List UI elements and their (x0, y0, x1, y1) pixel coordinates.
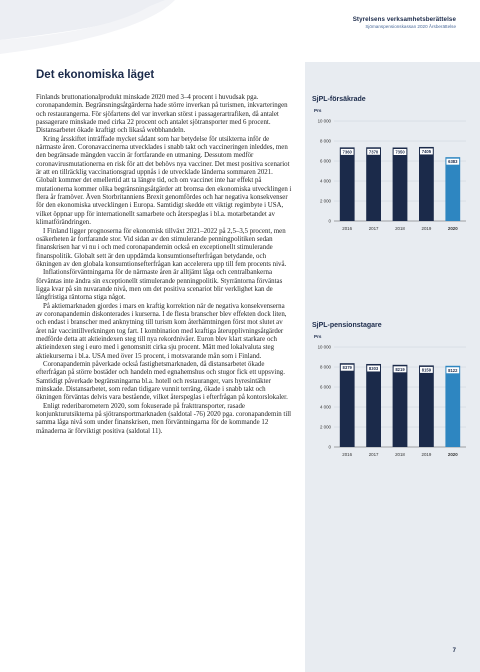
bar-chart-insured (312, 103, 472, 253)
x-tick-label: 2019 (421, 226, 432, 231)
body-paragraph: I Finland ligger prognoserna för ekonomisk tillväxt 2021–2022 på 2,5–3,5 procent, men osäkerheten är fortfarande stor. Vid sidan av den stimulerande penningpolitiken sedan finanskrisen har vi nu i och med coronapandemin också en exceptionellt stimulerande finanspolitik. Globalt sett är den uppdämda konsumtionsefterfrågan betydande, och ökningen av den globala konsumtionsefterfrågan kan accelerera upp till fem procents nivå. (36, 227, 287, 268)
data-label: 8122 (448, 367, 458, 373)
chart-insured (312, 96, 472, 253)
bar-2017 (366, 147, 381, 221)
y-tick-label: 4 000 (320, 178, 331, 184)
y-tick-label: 0 (328, 218, 331, 224)
header-band (0, 0, 480, 62)
body-paragraph: Finlands bruttonationalprodukt minskade 2020 med 3–4 procent i huvudsak pga. coronapandemin. Begränsningsåtgärderna hade större inverkan på turismen, inkvarteringen och restaurangerna. För sjöfartens del var inverkan störst i passagerartrafiken, då antalet passagerare minskade med cirka 22 procent och antalet sjötransporter med 6 procent. Distansarbetet ökade kraftigt och likaså webbhandeln. (36, 94, 288, 135)
data-label: 7370 (368, 149, 379, 155)
data-label: 7360 (342, 149, 352, 155)
bar-2020 (445, 157, 460, 221)
y-tick-label: 0 (328, 444, 331, 450)
chart-title: SjPL-försäkrade (312, 96, 366, 103)
running-header-subtitle: Sjömanspensionskassan 2020 Årsberättelse (365, 24, 456, 29)
body-paragraph: På aktiemarknaden gjordes i mars en kraftig korrektion när de negativa konsekvenserna av coronapandemin diskonterades i kurserna. I de flesta branscher blev effekten dock liten, och endast i branscher med anknytning till turism kom återhämtningen först mot slutet av året när vaccintillverkningen tog fart. I kombination med kraftiga återupplivningsåtgärder medförde detta att aktieindexen steg till nya rekordnivåer. Euron blev klart starkare och aktieindexen steg i euro med i genomsnitt cirka sju procent. Mätt med lokalvaluta steg aktiekurserna i bl.a. USA med över 15 procent, i motsvarande mån som i Finland. (36, 302, 287, 360)
bar-2018 (393, 365, 408, 447)
y-tick-label: 10 000 (317, 118, 331, 124)
y-tick-label: 8 000 (320, 138, 331, 144)
data-label: 8303 (368, 365, 379, 371)
bar-2019 (419, 147, 434, 221)
body-paragraph: Inflationsförväntningarna för de närmaste åren är alltjämt låga och centralbankerna förväntas inte ändra sin exceptionellt stimulerande penningpolitik. Styrräntorna förväntas ligga kvar på sin nuvarande nivå, men om det positiva scenariot blir verklighet kan de långfristiga räntorna stiga något. (36, 269, 283, 302)
y-tick-label: 4 000 (320, 404, 331, 410)
x-tick-label: 2017 (368, 226, 379, 231)
data-label: 7405 (421, 148, 432, 154)
y-tick-label: 2 000 (320, 424, 331, 430)
data-label: 8219 (395, 366, 405, 372)
x-tick-label: 2016 (342, 226, 353, 231)
y-tick-label: 6 000 (320, 158, 331, 164)
data-label: 8379 (342, 365, 352, 371)
body-paragraph: Enligt rederibarometern 2020, som fokuserade på frakttransporter, rasade konjunkturutsikterna på sjötransportmarknaden (saldotal -76) 2020 pga. coronapandemin till samma låga nivå som under finanskrisen, men förväntningarna för de kommande 12 månaderna är förviktigt positiva (saldotal 11). (36, 402, 292, 435)
body-paragraph: Kring årsskiftet inträffade mycket sådant som har betydelse för utsikterna inför de närmaste åren. Coronavaccinerna utvecklades i snabb takt och vaccineringen inleddes, men den begränsade mängden vaccin är fortfarande en utmaning. Dessutom medför coronavirusmutationerna en risk för att det behövs nya vacciner. Det mest positiva scenariot är att en tillräcklig vaccinationsgrad uppnås i de utvecklade länderna sommaren 2021. Globalt kommer det emellertid att ta längre tid, och om vaccinet inte har effekt på mutationerna kommer olika begränsningsåtgärder att bromsa den ekonomiska utvecklingen i flera år framöver. Även Storbritanniens Brexit genomfördes och har negativa konsekvenser för den ekonomiska utvecklingen i Europa. Samtidigt skedde ett viktigt regimbyte i USA, vilket öppnar upp för internationellt samarbete och återspeglas i bl.a. motarbetandet av klimatförändringen. (36, 135, 292, 227)
y-tick-label: 6 000 (320, 384, 331, 390)
y-tick-label: 2 000 (320, 198, 331, 204)
chart-title: SjPL-pensionstagare (312, 322, 382, 329)
bar-2019 (419, 365, 434, 447)
section-heading: Det ekonomiska läget (36, 69, 155, 81)
x-tick-label: 2018 (395, 452, 405, 457)
chart-pensioners (312, 322, 472, 479)
bar-2016 (340, 363, 355, 447)
x-tick-label: 2017 (368, 452, 379, 457)
x-tick-label: 2020 (447, 226, 458, 231)
bar-2016 (340, 147, 355, 221)
bar-chart-pensioners (312, 329, 472, 479)
x-tick-label: 2020 (447, 452, 458, 457)
y-tick-label: 10 000 (317, 344, 331, 350)
page-number: 7 (452, 648, 456, 654)
data-label: 6383 (448, 159, 458, 165)
bar-2017 (366, 364, 381, 447)
x-tick-label: 2019 (421, 452, 432, 457)
y-axis-unit: Prs (314, 108, 322, 113)
bar-2020 (445, 366, 460, 447)
body-text (36, 94, 292, 436)
y-tick-label: 8 000 (320, 364, 331, 370)
running-header-title: Styrelsens verksamhetsberättelse (352, 16, 456, 23)
y-axis-unit: Prs (314, 334, 322, 339)
data-label: 8159 (421, 367, 432, 373)
running-header (353, 16, 456, 29)
body-paragraph: Coronapandemin påverkade också fastighetsmarknaden, då distansarbetet ökade efterfrågan på större bostäder och handeln med egnahemshus och stugor fick ett uppsving. Samtidigt påverkade begränsningarna bl.a. hotell och restauranger, vars hyresintäkter minskade. Distansarbetet, som redan tidigare vunnit terräng, ökade i snabb takt och ökningen förväntas delvis vara bestående, vilket återspeglas i efterfrågan på kontorslokaler. (36, 361, 288, 402)
x-tick-label: 2018 (395, 226, 405, 231)
data-label: 7350 (395, 149, 405, 155)
x-tick-label: 2016 (342, 452, 353, 457)
decorative-wave-graphic (0, 0, 480, 62)
bar-2018 (393, 148, 408, 222)
